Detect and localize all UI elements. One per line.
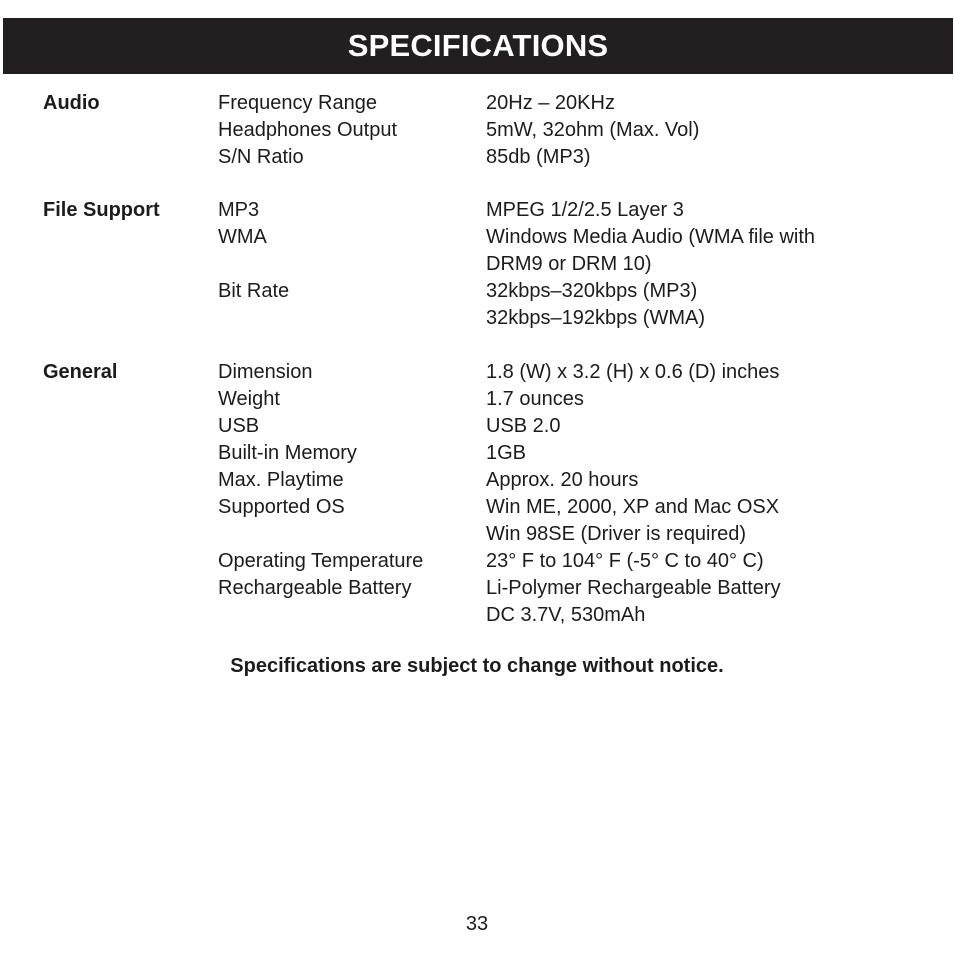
category-label: Audio: [43, 92, 100, 114]
spec-row: [0, 117, 954, 144]
spec-value: 85db (MP3): [486, 146, 591, 168]
spec-value: Approx. 20 hours: [486, 469, 639, 491]
spec-row: [0, 90, 954, 117]
spec-row: [0, 494, 954, 548]
page-number: 33: [465, 913, 489, 935]
spec-label: Dimension: [218, 361, 313, 383]
category-label: File Support: [43, 199, 160, 221]
spec-row: [0, 548, 954, 575]
spec-label: Rechargeable Battery: [218, 577, 412, 599]
spec-value: 1GB: [486, 442, 527, 464]
spec-row: [0, 197, 954, 224]
title-bar: [3, 18, 953, 74]
spec-label: WMA: [218, 226, 267, 248]
spec-label: Bit Rate: [218, 280, 290, 302]
spec-row: [0, 413, 954, 440]
spec-row: [0, 224, 954, 278]
spec-label: Supported OS: [218, 496, 345, 518]
page-title: SPECIFICATIONS: [347, 28, 609, 63]
spec-value: 20Hz – 20KHz: [486, 92, 615, 114]
spec-value: 5mW, 32ohm (Max. Vol): [486, 119, 700, 141]
spec-label: MP3: [218, 199, 260, 221]
spec-label: Headphones Output: [218, 119, 398, 141]
spec-row: [0, 359, 954, 386]
spec-row: [0, 440, 954, 467]
spec-row: [0, 278, 954, 332]
spec-value: Windows Media Audio (WMA file with DRM9 or DRM 10): [486, 226, 816, 275]
spec-label: Max. Playtime: [218, 469, 344, 491]
spec-value: 23° F to 104° F (-5° C to 40° C): [486, 550, 764, 572]
spec-label: Frequency Range: [218, 92, 377, 114]
spec-value: Li-Polymer Rechargeable Battery DC 3.7V, 530mAh: [486, 577, 781, 626]
section-general: [0, 359, 954, 629]
spec-row: [0, 575, 954, 629]
spec-value: Win ME, 2000, XP and Mac OSX Win 98SE (Driver is required): [486, 496, 780, 545]
spec-row: [0, 467, 954, 494]
spec-label: Operating Temperature: [218, 550, 424, 572]
spec-label: S/N Ratio: [218, 146, 304, 168]
spec-value: USB 2.0: [486, 415, 561, 437]
spec-row: [0, 386, 954, 413]
section-file-support: [0, 197, 954, 332]
section-audio: [0, 90, 954, 171]
spec-row: [0, 144, 954, 171]
spec-label: USB: [218, 415, 260, 437]
spec-value: 32kbps–320kbps (MP3) 32kbps–192kbps (WMA): [486, 280, 705, 329]
category-label: General: [43, 361, 118, 383]
spec-value: MPEG 1/2/2.5 Layer 3: [486, 199, 684, 221]
notice-text: Specifications are subject to change without notice.: [230, 655, 724, 677]
spec-label: Built-in Memory: [218, 442, 357, 464]
spec-value: 1.8 (W) x 3.2 (H) x 0.6 (D) inches: [486, 361, 780, 383]
spec-value: 1.7 ounces: [486, 388, 584, 410]
spec-label: Weight: [218, 388, 280, 410]
